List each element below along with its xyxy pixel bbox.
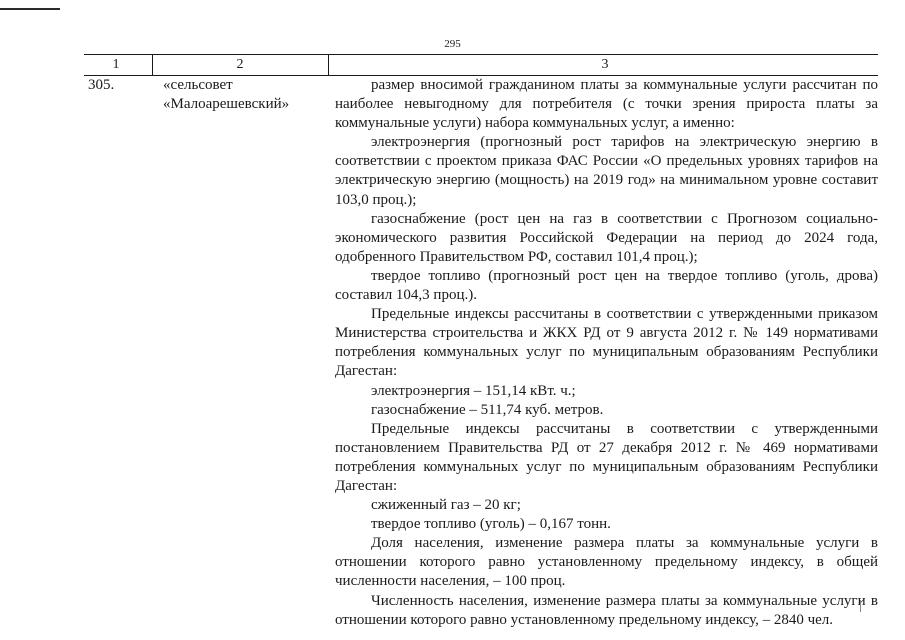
page-number: 295 <box>444 38 461 50</box>
column-header-1: 1 <box>112 57 120 72</box>
column-header-3: 3 <box>601 57 609 72</box>
table-header-row <box>84 54 878 76</box>
entity-name-line: «Малоарешевский» <box>163 96 290 112</box>
column-header-2: 2 <box>236 57 244 72</box>
content-paragraph: сжиженный газ – 20 кг; <box>371 497 521 514</box>
row-content <box>335 76 878 630</box>
content-paragraph: твердое топливо (прогнозный рост цен на твердое топливо (уголь, дрова) составил 104,3 проц.). <box>335 267 878 304</box>
column-divider <box>152 55 153 75</box>
column-divider <box>328 55 329 75</box>
content-paragraph: размер вносимой гражданином платы за коммунальные услуги рассчитан по наиболее невыгодному для потребителя (с точки зрения прироста платы за коммунальные услуги) набора коммунальных услуг, а именно: <box>335 77 878 132</box>
content-paragraph: Доля населения, изменение размера платы за коммунальные услуги в отношении которого равно установленному предельному индексу, в общей численности населения, – 100 проц. <box>335 535 878 590</box>
content-paragraph: Предельные индексы рассчитаны в соответствии с утвержденными постановлением Правительства РД от 27 декабря 2012 г. № 469 нормативами потребления коммунальных услуг по муниципальным образованиям Республики Дагестан: <box>335 420 878 494</box>
content-paragraph: Численность населения, изменение размера платы за коммунальные услуги в отношении которого равно установленному предельному индексу, – 2840 чел. <box>335 592 878 628</box>
content-paragraph: электроэнергия (прогнозный рост тарифов на электрическую энергию в соответствии с проектом приказа ФАС России «О предельных уровнях тарифов на электрическую энергию (мощность) на 2019 год» на минимальном уровне составит 103,0 проц.); <box>335 134 878 208</box>
content-paragraph: газоснабжение – 511,74 куб. метров. <box>371 401 604 418</box>
content-paragraph: твердое топливо (уголь) – 0,167 тонн. <box>371 516 611 533</box>
entity-name <box>163 76 333 114</box>
scan-artifact-mark <box>860 600 867 612</box>
content-paragraph: газоснабжение (рост цен на газ в соответствии с Прогнозом социально-экономического развития Российской Федерации на период до 2024 года, одобренного Правительством РФ, составил 101,4 проц.); <box>335 210 878 265</box>
content-paragraph: электроэнергия – 151,14 кВт. ч.; <box>371 382 576 399</box>
entity-name-line: «сельсовет <box>163 77 233 93</box>
content-paragraph: Предельные индексы рассчитаны в соответствии с утвержденными приказом Министерства строительства и ЖКХ РД от 9 августа 2012 г. № 149 нормативами потребления коммунальных услуг по муниципальным образованиям Республики Дагестан: <box>335 306 878 380</box>
row-number: 305. <box>88 77 115 93</box>
scan-artifact-line <box>0 8 60 10</box>
